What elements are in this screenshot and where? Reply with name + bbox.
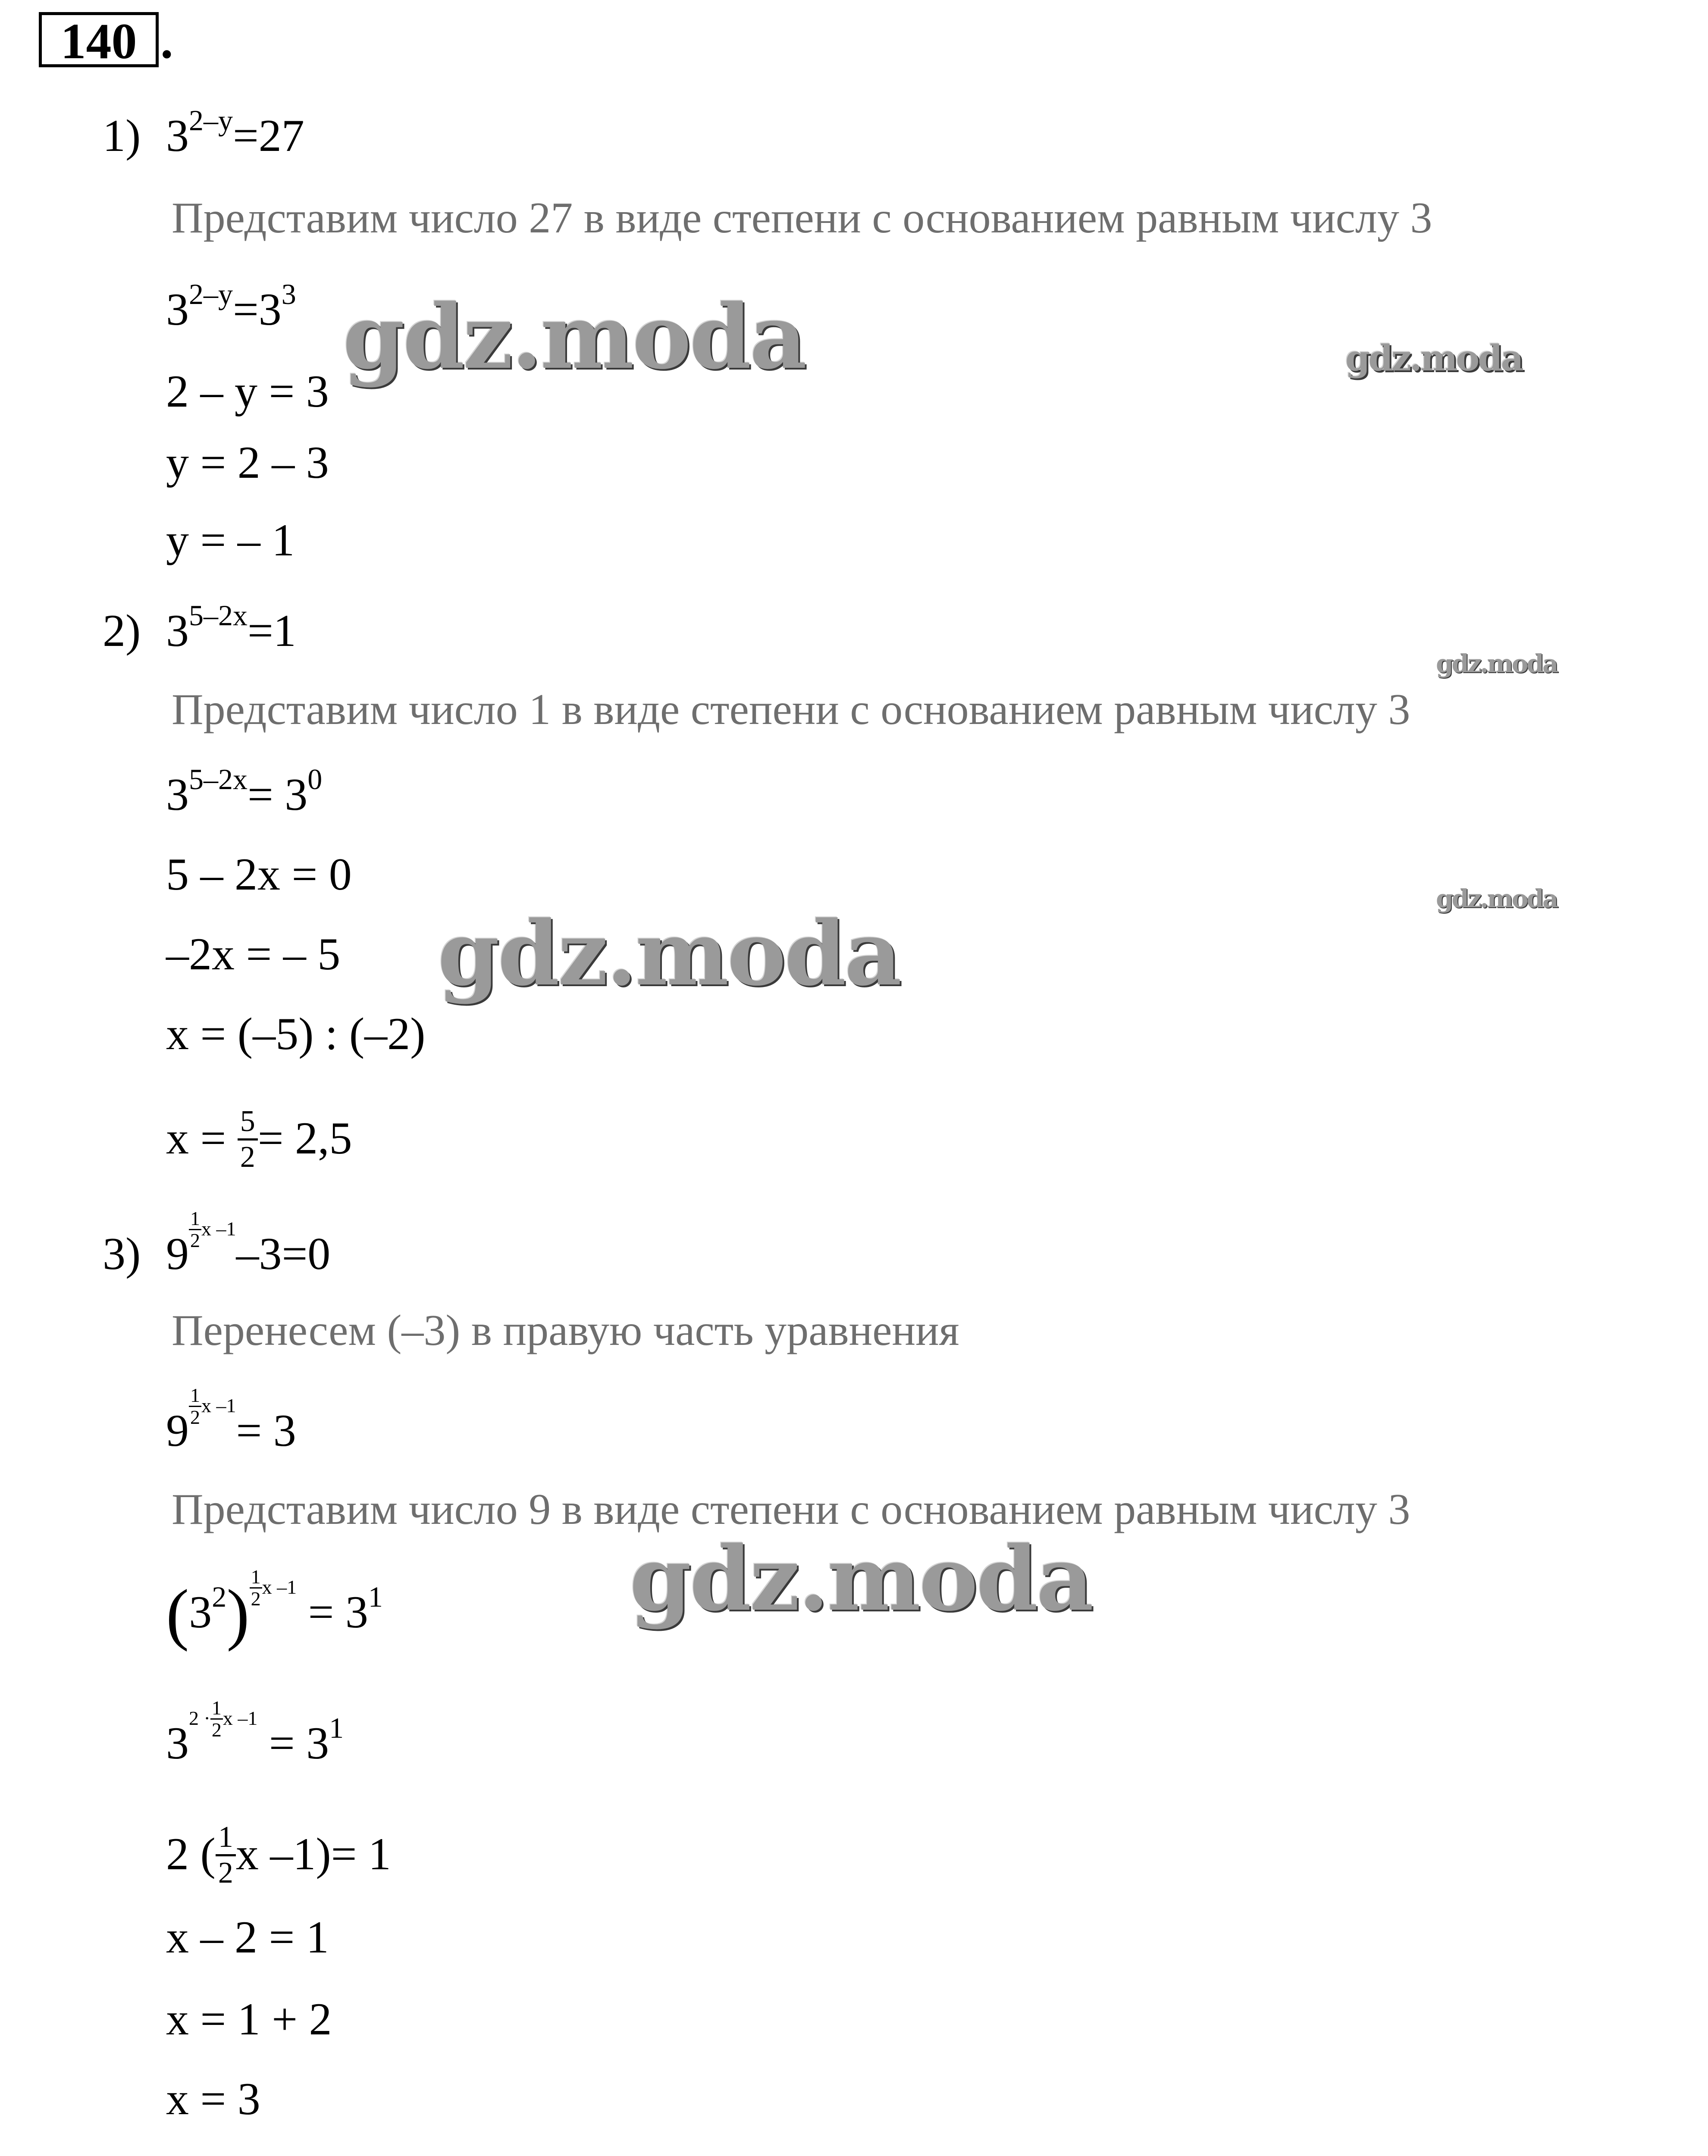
- section-2-index: 2): [103, 605, 141, 656]
- section-2-line-4: x = (–5) : (–2): [166, 1009, 426, 1059]
- watermark-4: gdz.moda: [1436, 884, 1557, 913]
- section-3-statement: 9 $^{\frac{1}{2} x -1}$–3=0: [166, 1207, 331, 1279]
- watermark-6: gdz.moda: [630, 1527, 1092, 1631]
- section-3-line-1: 9 $^{\frac{1}{2} x -1}$= 3: [166, 1384, 296, 1456]
- section-2-line-5: x = $\frac{5}{2}$ = 2,5: [166, 1105, 352, 1174]
- section-3-line-7: x = 3: [166, 2074, 260, 2124]
- section-3-line-3: $3^{2 \cdot \frac{1}{2} x -1} = 3^1$: [166, 1697, 344, 1768]
- section-1-line-4: y = – 1: [166, 515, 295, 565]
- section-1-line-1: $3^{2-y}=3^3$: [166, 278, 296, 335]
- section-1-line-3: y = 2 – 3: [166, 437, 329, 488]
- section-3-line-4: 2 ( $\frac{1}{2}$ x –1)= 1: [166, 1821, 391, 1890]
- section-3-line-2: $(3^2)$ $^{\frac{1}{2} x -1} = 3^1$: [166, 1566, 383, 1652]
- section-2-line-1: $3^{5-2x}= 3^0$: [166, 763, 323, 820]
- section-2-note: Представим число 1 в виде степени с основанием равным числу 3: [172, 685, 1410, 734]
- section-1-statement: $3^{2-y}=27$: [166, 104, 304, 161]
- watermark-3: gdz.moda: [1436, 649, 1557, 678]
- section-2-line-2: 5 – 2x = 0: [166, 849, 352, 899]
- section-2-statement: $3^{5-2x}=1$: [166, 599, 296, 656]
- section-3-line-6: x = 1 + 2: [166, 1994, 332, 2044]
- problem-number-box: [39, 12, 159, 67]
- watermark-5: gdz.moda: [438, 902, 900, 1006]
- watermark-2: gdz.moda: [1345, 338, 1522, 379]
- section-3-line-5: x – 2 = 1: [166, 1912, 329, 1962]
- problem-number-dot: .: [160, 13, 173, 69]
- section-1-index: 1): [103, 110, 141, 161]
- watermark-1: gdz.moda: [343, 285, 805, 389]
- section-3-index: 3): [103, 1228, 141, 1279]
- section-1-line-2: 2 – y = 3: [166, 366, 329, 417]
- section-3-note-1: Перенесем (–3) в правую часть уравнения: [172, 1306, 959, 1355]
- section-3-note-2: Представим число 9 в виде степени с основанием равным числу 3: [172, 1485, 1410, 1534]
- fraction: $\frac{1}{2}$: [216, 1821, 236, 1890]
- problem-number: 140: [60, 13, 137, 69]
- section-2-line-3: –2x = – 5: [166, 929, 341, 979]
- section-1-note: Представим число 27 в виде степени с основанием равным числу 3: [172, 194, 1432, 242]
- fraction: $\frac{5}{2}$: [238, 1105, 258, 1174]
